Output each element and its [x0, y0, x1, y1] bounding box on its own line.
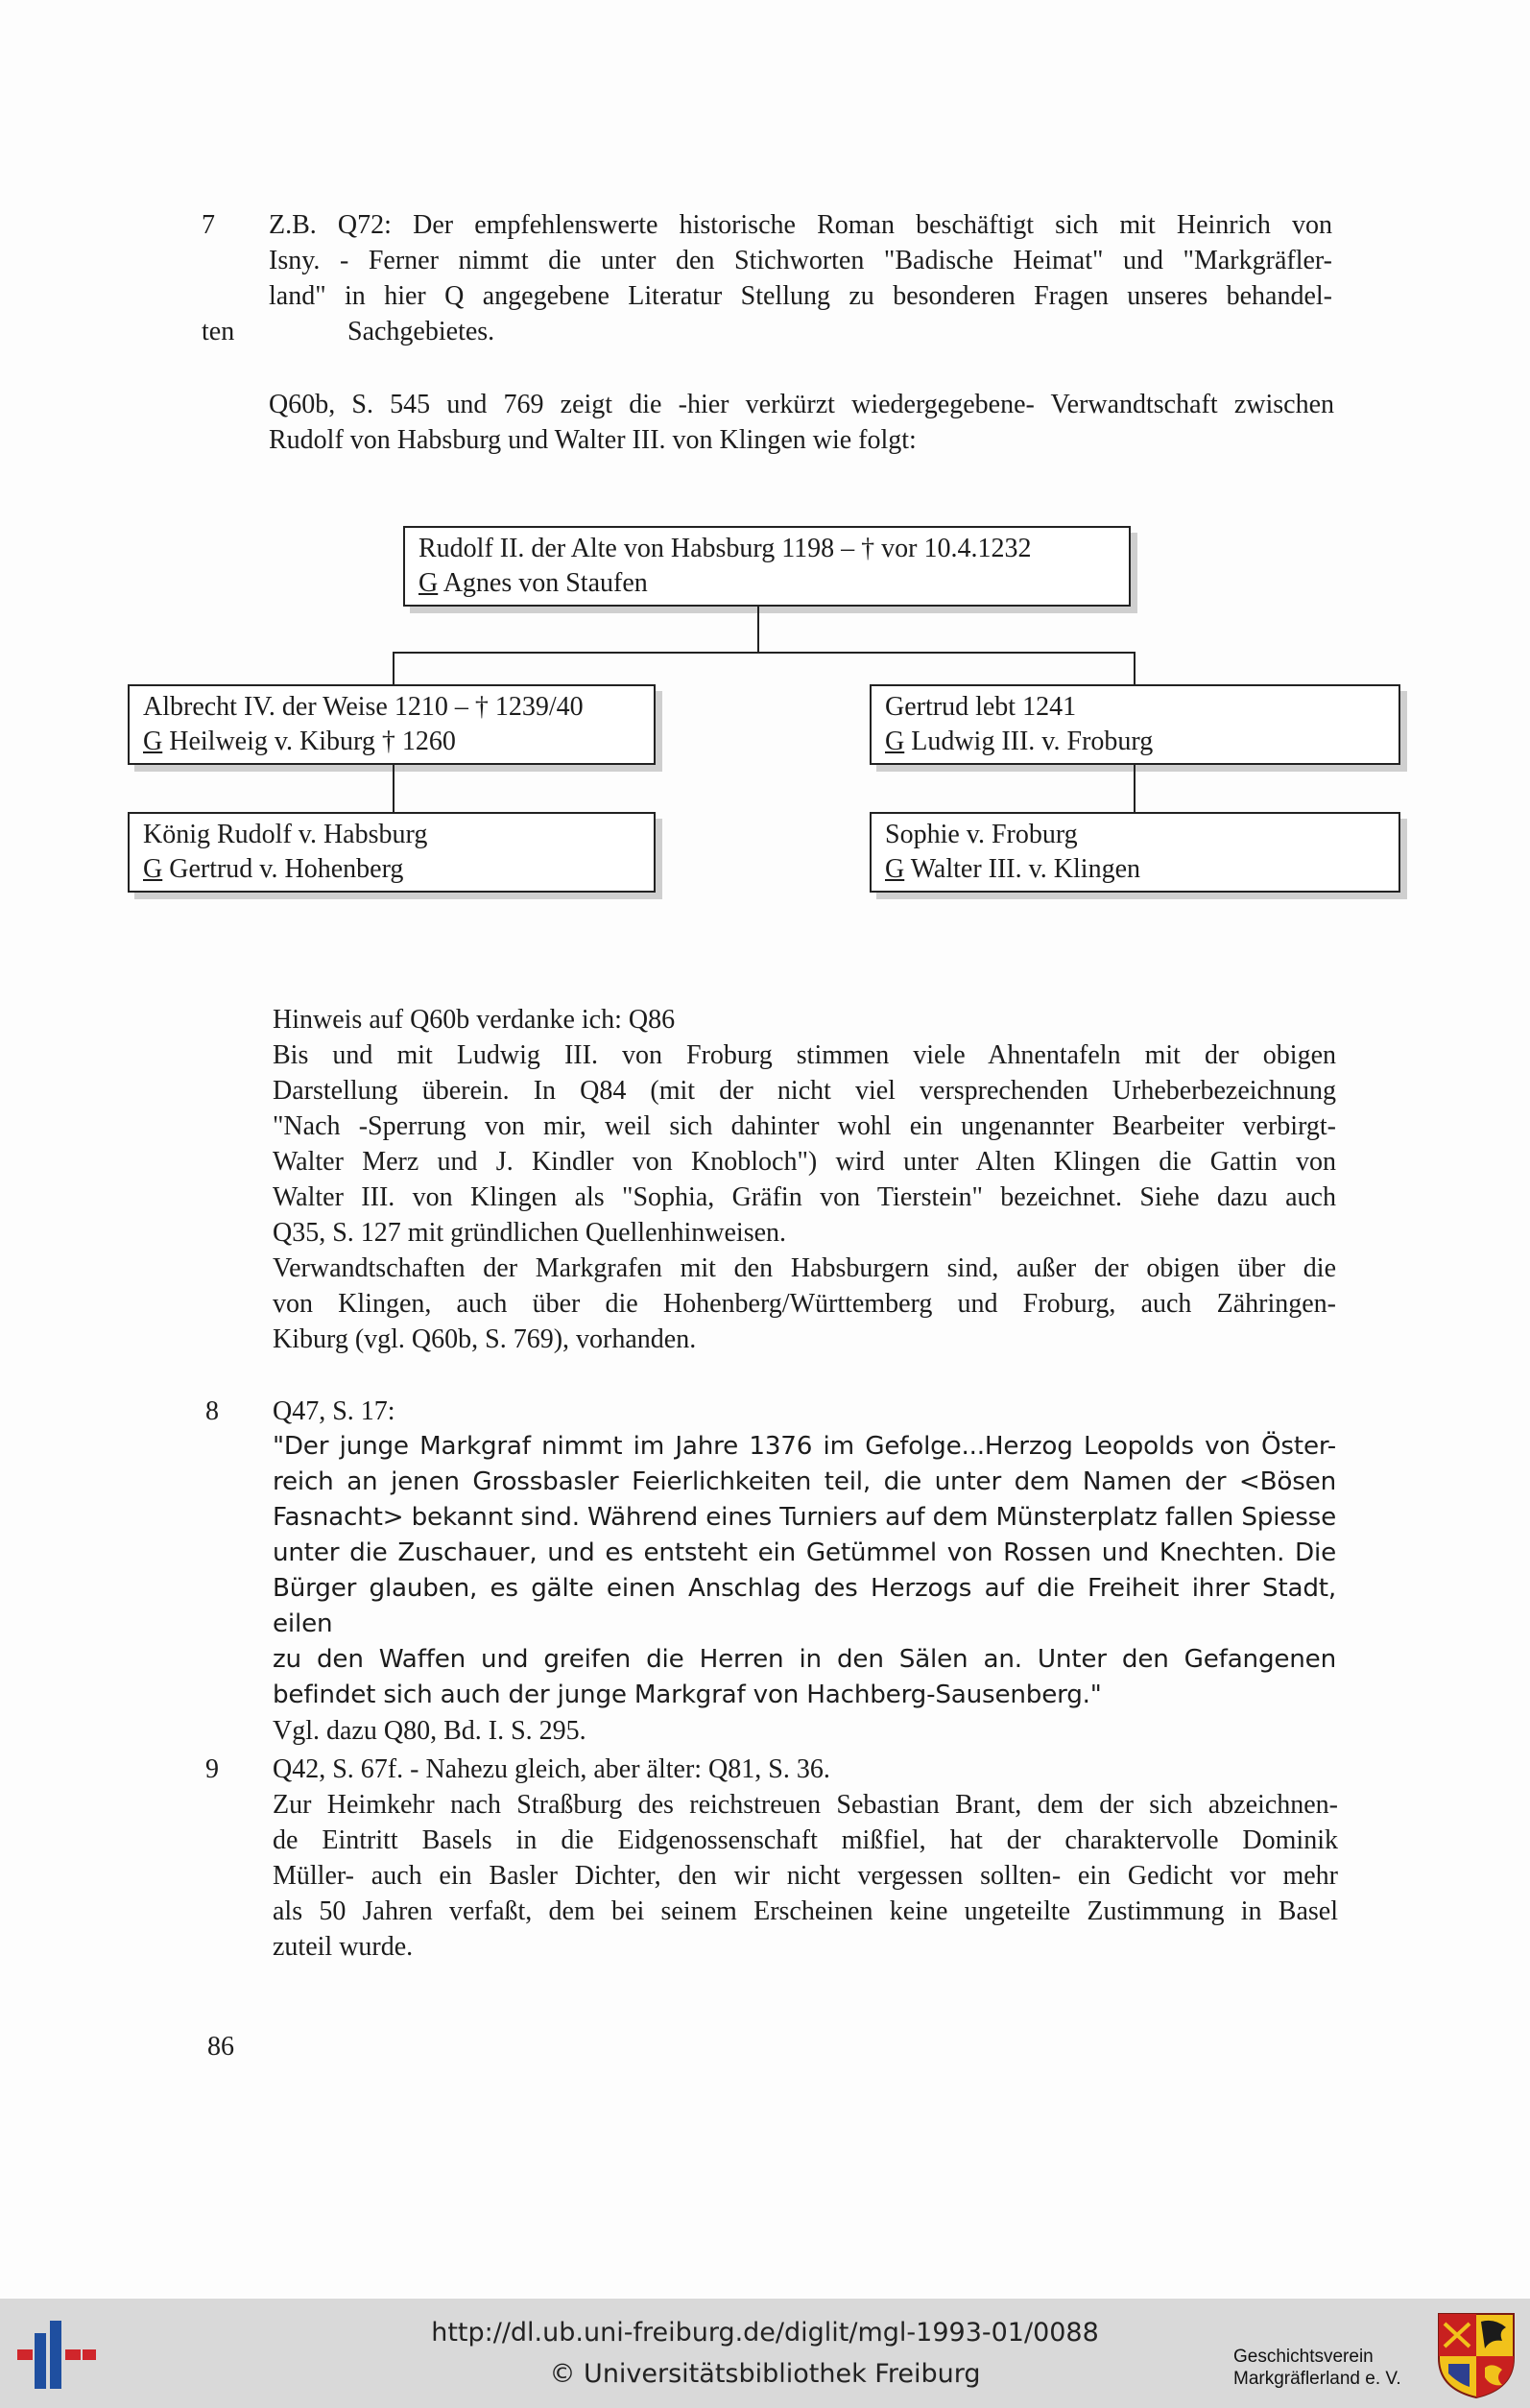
genealogy-box-albrecht [128, 684, 656, 765]
spouse-name: Agnes von Staufen [438, 568, 648, 598]
spouse-name: Gertrud v. Hohenberg [162, 854, 404, 884]
text-line: Kiburg (vgl. Q60b, S. 769), vorhanden. [273, 1324, 697, 1354]
connector-line [1134, 652, 1136, 685]
spouse-line [418, 566, 1115, 601]
footer-bar [0, 2299, 1530, 2408]
text-line: Bis und mit Ludwig III. von Froburg stimmen viele Ahnentafeln mit der obigen [273, 1040, 1336, 1070]
quote-line: unter die Zuschauer, und es entsteht ein Getümmel von Rossen und Knechten. Die [273, 1538, 1336, 1567]
text-line: als 50 Jahren verfaßt, dem bei seinem Erscheinen keine ungeteilte Zustimmung in Basel [273, 1896, 1338, 1926]
text-line: Q60b, S. 545 und 769 zeigt die -hier verkürzt wiedergegebene- Verwandtschaft zwischen [269, 390, 1334, 419]
spouse-line [143, 725, 640, 759]
text-line: zuteil wurde. [273, 1932, 414, 1962]
quote-line: "Der junge Markgraf nimmt im Jahre 1376 im Gefolge...Herzog Leopolds von Öster- [273, 1432, 1336, 1461]
spouse-name: Ludwig III. v. Froburg [904, 727, 1154, 756]
footnote-7-continuation [273, 1002, 1336, 1357]
connector-line [393, 652, 394, 685]
spouse-mark: G [418, 568, 439, 598]
spouse-name: Walter III. v. Klingen [904, 854, 1141, 884]
quote-line: Bürger glauben, es gälte einen Anschlag des Herzogs auf die Freiheit ihrer Stadt, eilen [273, 1574, 1336, 1638]
text-line: Z.B. Q72: Der empfehlenswerte historische Roman beschäftigt sich mit Heinrich von [269, 210, 1332, 240]
quote-line: befindet sich auch der junge Markgraf von Hachberg-Sausenberg." [273, 1681, 1102, 1709]
verein-line: Markgräflerland e. V. [1233, 2369, 1401, 2389]
connector-line [393, 765, 394, 813]
text-line: de Eintritt Basels in die Eidgenossenschaft mißfiel, hat der charaktervolle Dominik [273, 1825, 1338, 1855]
genealogy-box-sophie [870, 812, 1400, 893]
footer-copyright: © Universitätsbibliothek Freiburg [549, 2359, 981, 2389]
quote-line: zu den Waffen und greifen die Herren in den Sälen an. Unter den Gefangenen [273, 1645, 1336, 1674]
footnote-7-paragraph [269, 387, 1334, 458]
text-line: Müller- auch ein Basler Dichter, den wir nicht vergessen sollten- ein Gedicht vor mehr [273, 1861, 1338, 1891]
coat-of-arms-icon [1435, 2310, 1518, 2400]
person-name: Gertrud lebt 1241 [885, 692, 1077, 722]
footnote-number-9: 9 [205, 1754, 219, 1784]
spouse-name: Heilweig v. Kiburg † 1260 [162, 727, 456, 756]
verein-name [1233, 2346, 1401, 2390]
text-line: Darstellung überein. In Q84 (mit der nicht viel versprechenden Urheberbezeichnung [273, 1076, 1336, 1106]
footnote-9-text [273, 1752, 1338, 1965]
person-name: Albrecht IV. der Weise 1210 – † 1239/40 [143, 692, 584, 722]
quote-line: reich an jenen Grossbasler Feierlichkeiten teil, die unter dem Namen der <Bösen [273, 1467, 1336, 1496]
footnote-number-8: 8 [205, 1396, 219, 1426]
quote-line: Fasnacht> bekannt sind. Während eines Turniers auf dem Münsterplatz fallen Spiesse [273, 1503, 1336, 1532]
footer-url[interactable]: http://dl.ub.uni-freiburg.de/diglit/mgl-1993-01/0088 [431, 2318, 1099, 2348]
text-line: Hinweis auf Q60b verdanke ich: Q86 [273, 1005, 676, 1035]
person-name: Rudolf II. der Alte von Habsburg 1198 – † vor 10.4.1232 [418, 534, 1032, 563]
text-line: Walter Merz und J. Kindler von Knobloch") wird unter Alten Klingen die Gattin von [273, 1147, 1336, 1177]
spouse-line [885, 852, 1385, 887]
quotation [273, 1429, 1336, 1713]
text-line: Q35, S. 127 mit gründlichen Quellenhinweisen. [273, 1218, 787, 1248]
spouse-mark: G [885, 854, 905, 884]
text-line: Vgl. dazu Q80, Bd. I. S. 295. [273, 1716, 586, 1746]
text-line: Walter III. von Klingen als "Sophia, Gräfin von Tierstein" bezeichnet. Siehe dazu auch [273, 1182, 1336, 1212]
connector-line [757, 607, 759, 653]
text-line: Isny. - Ferner nimmt die unter den Stichworten "Badische Heimat" und "Markgräfler- [269, 246, 1332, 275]
text-line: Verwandtschaften der Markgrafen mit den Habsburgern sind, außer der obigen über die [273, 1253, 1336, 1283]
page-number: 86 [207, 2032, 234, 2062]
text-line: ten [202, 317, 235, 346]
spouse-mark: G [143, 727, 163, 756]
footnote-number-7: 7 [202, 210, 215, 240]
text-line: Rudolf von Habsburg und Walter III. von Klingen wie folgt: [269, 425, 917, 455]
spouse-mark: G [143, 854, 163, 884]
person-name: König Rudolf v. Habsburg [143, 820, 428, 849]
text-line: Q42, S. 67f. - Nahezu gleich, aber älter: Q81, S. 36. [273, 1754, 830, 1784]
footnote-7-text [269, 207, 1332, 314]
text-line: land" in hier Q angegebene Literatur Stellung zu besonderen Fragen unseres behandel- [269, 281, 1332, 311]
spouse-line [885, 725, 1385, 759]
spouse-line [143, 852, 640, 887]
text-line: "Nach -Sperrung von mir, weil sich dahinter wohl ein ungenannter Bearbeiter verbirgt- [273, 1111, 1336, 1141]
text-line: Q47, S. 17: [273, 1396, 395, 1426]
connector-line [393, 652, 1136, 654]
text-line: Zur Heimkehr nach Straßburg des reichstreuen Sebastian Brant, dem der sich abzeichnen- [273, 1790, 1338, 1820]
text-line: von Klingen, auch über die Hohenberg/Württemberg und Froburg, auch Zähringen- [273, 1289, 1336, 1319]
text-line: Sachgebietes. [347, 317, 495, 346]
spouse-mark: G [885, 727, 905, 756]
genealogy-box-gertrud [870, 684, 1400, 765]
person-name: Sophie v. Froburg [885, 820, 1078, 849]
genealogy-box-root [403, 526, 1131, 607]
genealogy-box-koenig-rudolf [128, 812, 656, 893]
connector-line [1134, 765, 1136, 813]
footnote-8-text [273, 1394, 1336, 1749]
verein-line: Geschichtsverein [1233, 2347, 1374, 2367]
